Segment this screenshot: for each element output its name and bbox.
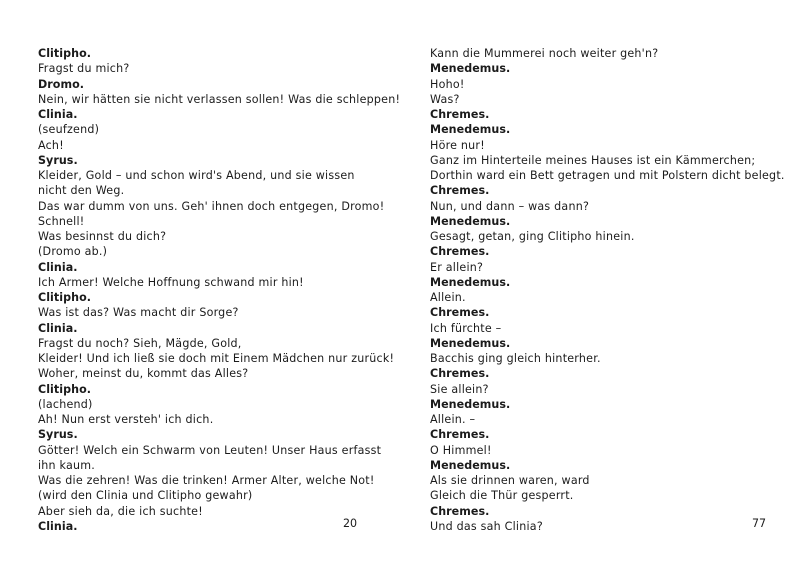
dialogue-line: Ganz im Hinterteile meines Hauses ist ein Kämmerchen; xyxy=(430,153,756,167)
speaker-name: Menedemus. xyxy=(430,214,511,228)
speaker-name: Menedemus. xyxy=(430,336,511,350)
dialogue-line: Aber sieh da, die ich suchte! xyxy=(38,504,203,518)
speaker-name: Clitipho. xyxy=(38,382,92,396)
left-text-column xyxy=(38,46,408,534)
dialogue-line: Dorthin ward ein Bett getragen und mit Polstern dicht belegt. xyxy=(430,169,785,182)
page-number-center: 20 xyxy=(343,517,358,530)
dialogue-line: Ich Armer! Welche Hoffnung schwand mir hin! xyxy=(38,275,304,289)
speaker-name: Chremes. xyxy=(430,108,490,121)
dialogue-line: Was die zehren! Was die trinken! Armer Alter, welche Not! xyxy=(38,474,375,487)
speaker-name: Clinia. xyxy=(38,108,78,121)
dialogue-line: Als sie drinnen waren, ward xyxy=(430,474,590,487)
dialogue-line: (seufzend) xyxy=(38,123,100,137)
speaker-name: Clinia. xyxy=(38,260,78,274)
dialogue-line: Gesagt, getan, ging Clitipho hinein. xyxy=(430,230,635,243)
dialogue-line: (Dromo ab.) xyxy=(38,245,108,259)
speaker-name: Chremes. xyxy=(430,184,490,198)
speaker-name: Menedemus. xyxy=(430,397,511,411)
dialogue-line: Fragst du noch? Sieh, Mägde, Gold, xyxy=(38,336,242,350)
dialogue-line: Ach! xyxy=(38,138,64,152)
dialogue-line: Woher, meinst du, kommt das Alles? xyxy=(38,367,249,381)
dialogue-line: O Himmel! xyxy=(430,443,492,457)
dialogue-line: Fragst du mich? xyxy=(38,62,130,76)
page-number-right: 77 xyxy=(752,517,767,530)
dialogue-line: Ah! Nun erst versteh' ich dich. xyxy=(38,413,214,426)
dialogue-line: Kann die Mummerei noch weiter geh'n? xyxy=(430,47,659,60)
dialogue-line: Kleider! Und ich ließ sie doch mit Einem Mädchen nur zurück! xyxy=(38,352,395,365)
dialogue-line: nicht den Weg. xyxy=(38,184,125,198)
right-text-column xyxy=(430,46,785,534)
dialogue-line: Allein. – xyxy=(430,413,476,426)
speaker-name: Menedemus. xyxy=(430,458,511,472)
dialogue-line: Was ist das? Was macht dir Sorge? xyxy=(38,306,239,320)
dialogue-line: Sie allein? xyxy=(430,382,489,396)
dialogue-line: (wird den Clinia und Clitipho gewahr) xyxy=(38,489,253,503)
dialogue-line: Er allein? xyxy=(430,260,484,274)
speaker-name: Clinia. xyxy=(38,519,78,533)
speaker-name: Clitipho. xyxy=(38,47,92,60)
dialogue-line: Bacchis ging gleich hinterher. xyxy=(430,352,601,365)
dialogue-line: Höre nur! xyxy=(430,138,485,152)
speaker-name: Chremes. xyxy=(430,245,490,259)
dialogue-line: Ich fürchte – xyxy=(430,321,502,335)
dialogue-line: (lachend) xyxy=(38,397,93,411)
speaker-name: Syrus. xyxy=(38,428,78,442)
speaker-name: Dromo. xyxy=(38,77,85,91)
speaker-name: Chremes. xyxy=(430,367,490,381)
speaker-name: Menedemus. xyxy=(430,62,511,76)
speaker-name: Chremes. xyxy=(430,504,490,518)
dialogue-line: Das war dumm von uns. Geh' ihnen doch entgegen, Dromo! xyxy=(38,199,385,213)
dialogue-line: Was? xyxy=(430,92,460,106)
dialogue-line: Götter! Welch ein Schwarm von Leuten! Unser Haus erfasst xyxy=(38,443,382,457)
speaker-name: Clitipho. xyxy=(38,291,92,304)
dialogue-line: Nein, wir hätten sie nicht verlassen sollen! Was die schleppen! xyxy=(38,92,401,106)
speaker-name: Chremes. xyxy=(430,428,490,442)
speaker-name: Syrus. xyxy=(38,153,78,167)
dialogue-line: Kleider, Gold – und schon wird's Abend, und sie wissen xyxy=(38,169,355,182)
dialogue-line: Hoho! xyxy=(430,77,465,91)
dialogue-line: Und das sah Clinia? xyxy=(430,519,543,533)
dialogue-line: Gleich die Thür gesperrt. xyxy=(430,489,574,503)
speaker-name: Clinia. xyxy=(38,321,78,335)
speaker-name: Menedemus. xyxy=(430,275,511,289)
speaker-name: Menedemus. xyxy=(430,123,511,137)
speaker-name: Chremes. xyxy=(430,306,490,320)
dialogue-line: Was besinnst du dich? xyxy=(38,230,167,243)
dialogue-line: Nun, und dann – was dann? xyxy=(430,199,590,213)
dialogue-line: Allein. xyxy=(430,291,466,304)
dialogue-line: Schnell! xyxy=(38,214,85,228)
dialogue-line: ihn kaum. xyxy=(38,458,96,472)
